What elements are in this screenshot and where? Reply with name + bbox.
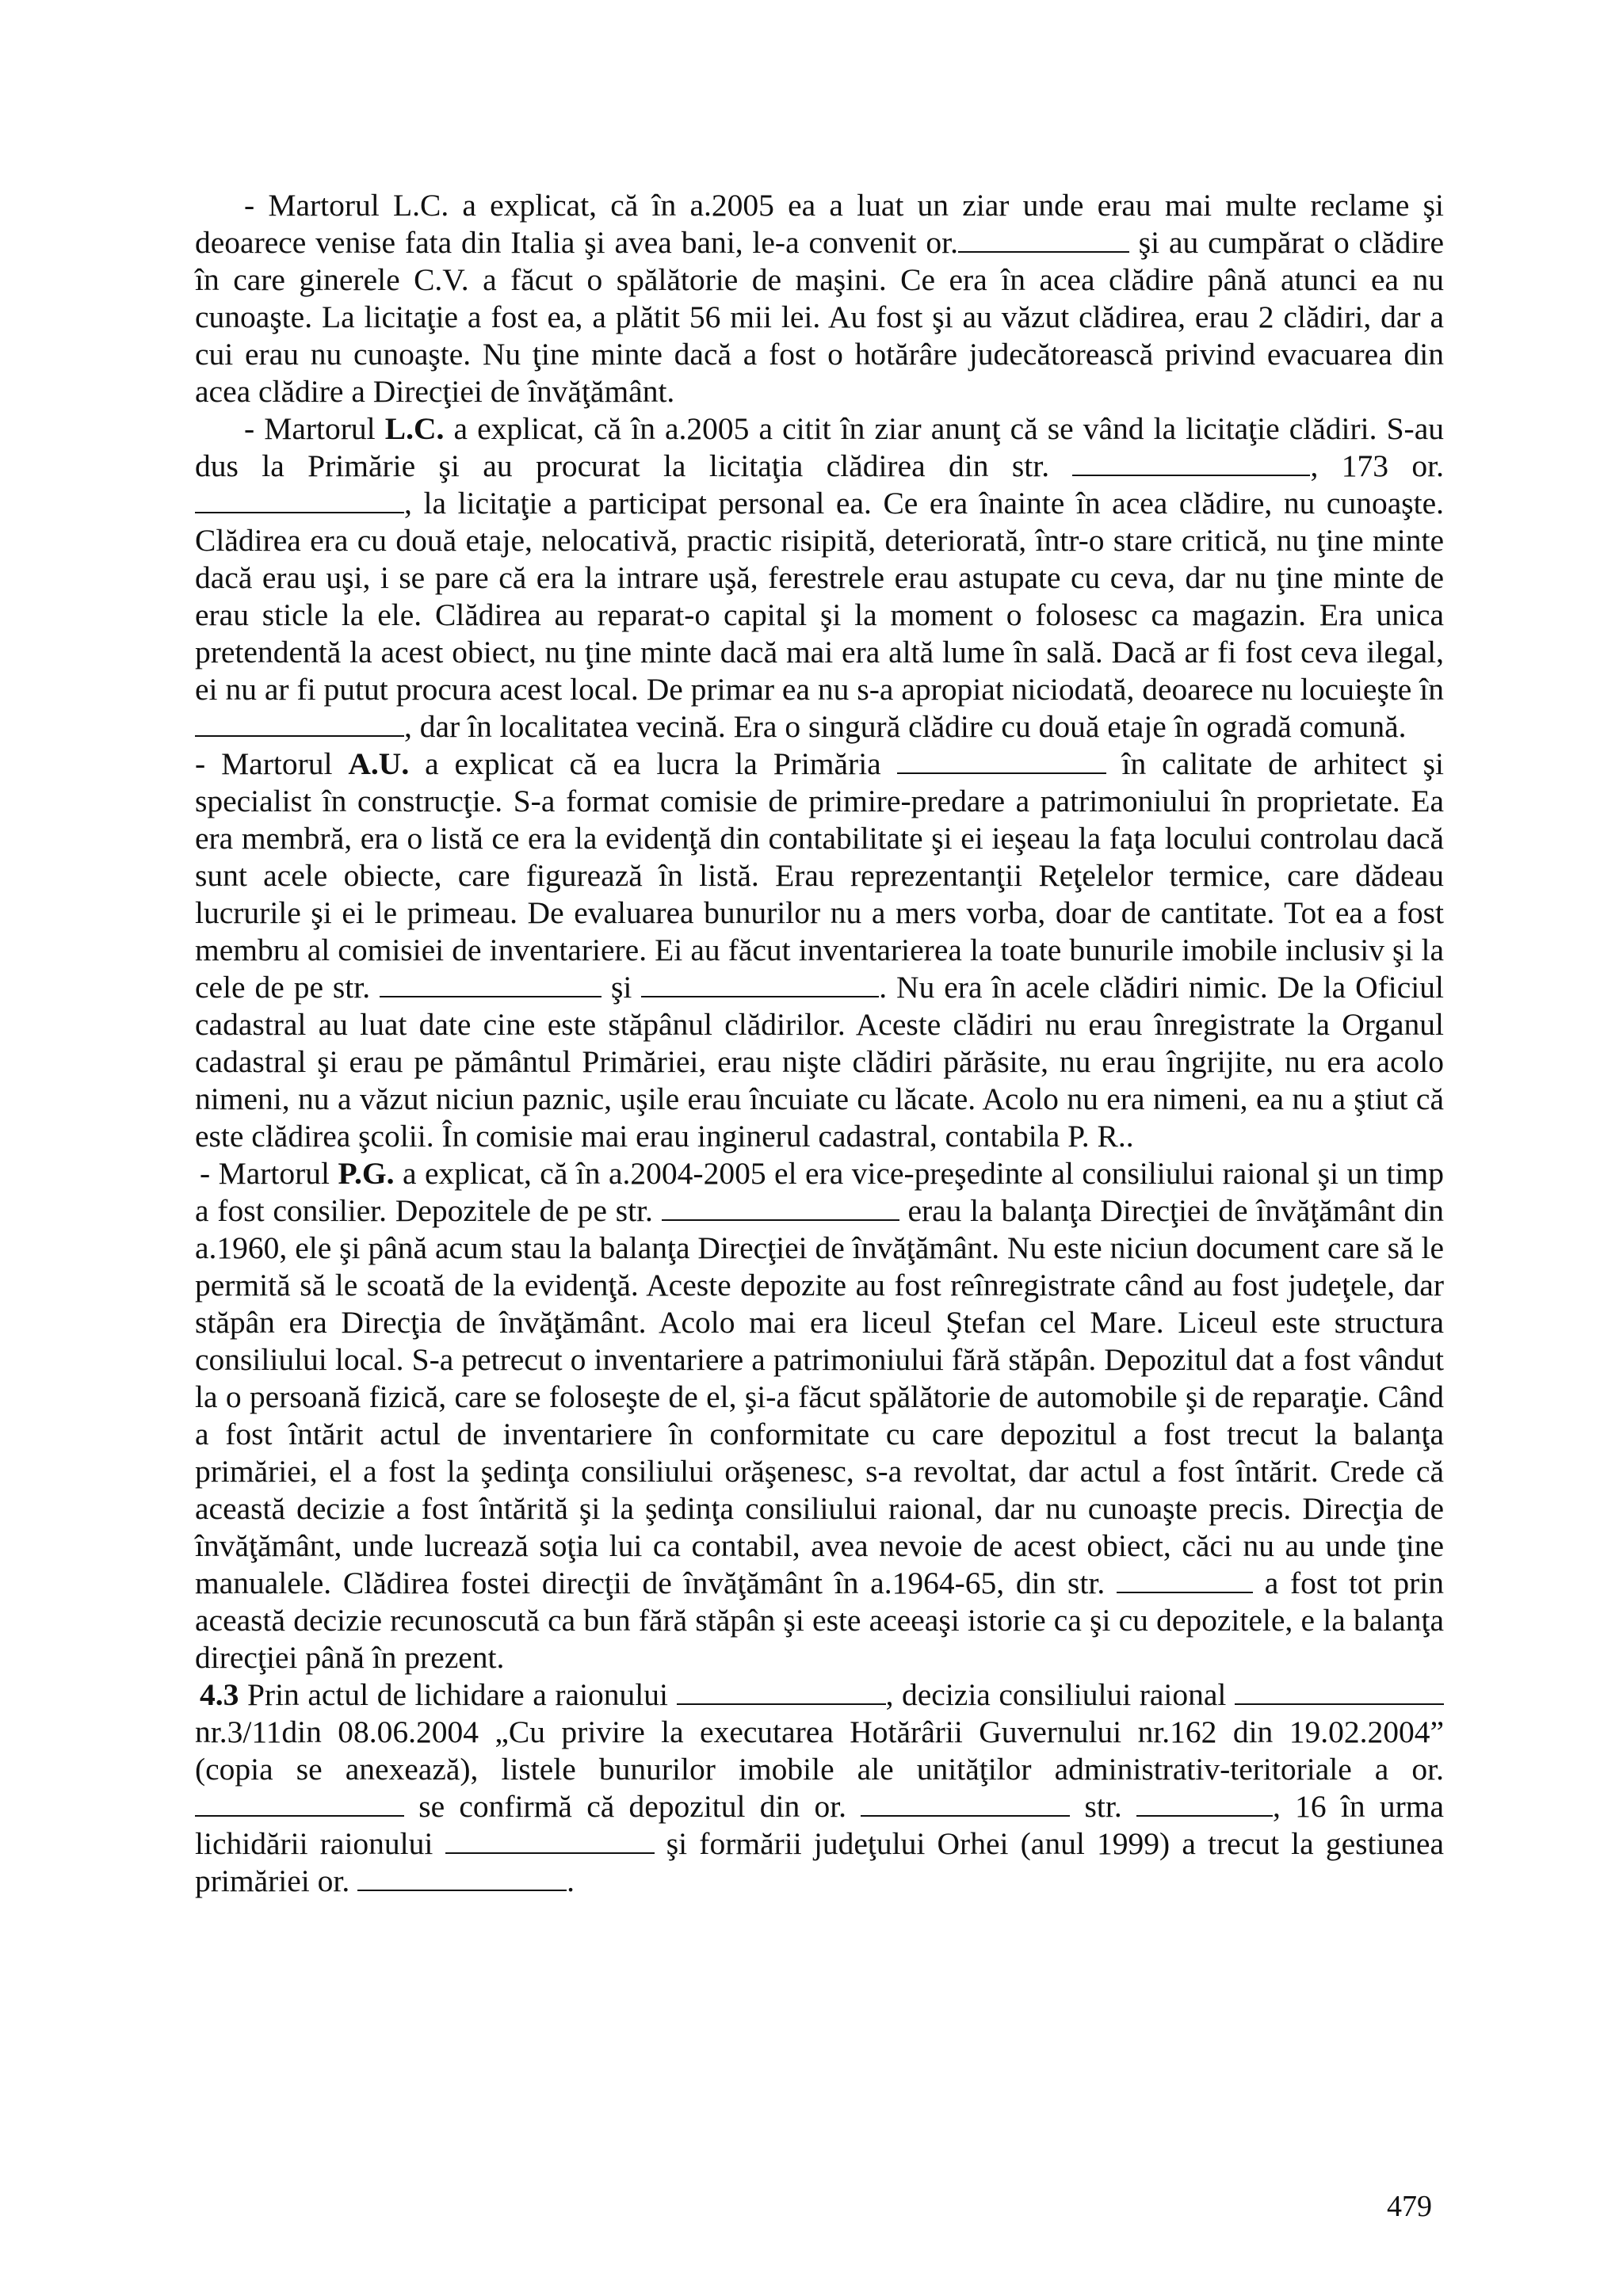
paragraph-witness-lc-2: - Martorul L.C. a explicat, că în a.2005 a citit în ziar anunţ că se vând la licitaţie clădiri. S-au dus la Primărie şi au procurat la licitaţia clădirea din str. , 173 or. , la licitaţie a participat personal ea. Ce era înainte în acea clădire, nu cunoaşte. Clădirea era cu două etaje, nelocativă, practic risipită, deteriorată, într-o stare critică, nu ţine minte dacă erau uşi, i se pare că era la intrare uşă, ferestrele erau astupate cu ceva, dar nu ţine minte de erau sticle la ele. Clădirea au reparat-o capital şi la moment o folosesc ca magazin. Era unica pretendentă la acest obiect, nu ţine minte dacă mai era altă lume în sală. Dacă ar fi fost ceva ilegal, ei nu ar fi putut procura acest local. De primar ea nu s-a apropiat niciodată, deoarece nu locuieşte în , dar în localitatea vecină. Era o singură clădire cu două etaje în ogradă comună. <box>195 411 1444 744</box>
page-number: 479 <box>1387 2190 1432 2223</box>
redacted-blank <box>380 970 601 997</box>
redacted-blank <box>195 1789 404 1817</box>
redacted-blank <box>662 1193 899 1221</box>
paragraph-witness-lc-1: - Martorul L.C. a explicat, că în a.2005 ea a luat un ziar unde erau mai multe reclame şi deoarece venise fata din Italia şi avea bani, le-a convenit or. şi au cumpărat o clădire în care ginerele C.V. a făcut o spălătorie de maşini. Ce era în acea clădire până atunci ea nu cunoaşte. La licitaţie a fost ea, a plătit 56 mii lei. Au fost şi au văzut clădirea, erau 2 clădiri, dar a cui erau nu cunoaşte. Nu ţine minte dacă a fost o hotărâre judecătorească privind evacuarea din acea clădire a Direcţiei de învăţământ. <box>195 188 1444 409</box>
redacted-blank <box>861 1789 1070 1817</box>
redacted-blank <box>1117 1566 1253 1593</box>
document-body <box>195 187 1444 1900</box>
redacted-blank <box>357 1863 567 1891</box>
redacted-blank <box>677 1677 886 1705</box>
witness-initials: P.G. <box>338 1156 395 1191</box>
witness-initials: A.U. <box>348 746 410 781</box>
redacted-blank <box>641 970 879 997</box>
redacted-blank <box>1072 448 1310 476</box>
redacted-blank <box>958 225 1129 253</box>
witness-initials: L.C. <box>384 411 445 446</box>
redacted-blank <box>1136 1789 1273 1817</box>
paragraph-section-4-3: 4.3 Prin actul de lichidare a raionului , decizia consiliului raional nr.3/11din 08.06.2004 „Cu privire la executarea Hotărârii Guvernului nr.162 din 19.02.2004” (copia se anexează), listele bunurilor imobile ale unităţilor administrativ-teritoriale a or. se confirmă că depozitul din or. str. , 16 în urma lichidării raionului şi formării judeţului Orhei (anul 1999) a trecut la gestiunea primăriei or. . <box>195 1677 1444 1898</box>
redacted-blank <box>1235 1677 1444 1705</box>
redacted-blank <box>897 746 1106 774</box>
redacted-blank <box>445 1826 655 1854</box>
redacted-blank <box>195 486 404 513</box>
redacted-blank <box>195 709 404 737</box>
section-number: 4.3 <box>200 1677 239 1712</box>
paragraph-witness-pg: - Martorul P.G. a explicat, că în a.2004-2005 el era vice-preşedinte al consiliului raional şi un timp a fost consilier. Depozitele de pe str. erau la balanţa Direcţiei de învăţământ din a.1960, ele şi până acum stau la balanţa Direcţiei de învăţământ. Nu este niciun document care să le permită să le scoată de la evidenţă. Aceste depozite au fost reînregistrate când au fost judeţele, dar stăpân era Direcţia de învăţământ. Acolo mai era liceul Ştefan cel Mare. Liceul este structura consiliului local. S-a petrecut o inventariere a patrimoniului fără stăpân. Depozitul dat a fost vândut la o persoană fizică, care se foloseşte de el, şi-a făcut spălătorie de automobile şi de reparaţie. Când a fost întărit actul de inventariere în conformitate cu care depozitul a fost trecut la balanţa primăriei, el a fost la şedinţa consiliului orăşenesc, s-a revoltat, dar actul a fost întărit. Crede că această decizie a fost întărită şi la şedinţa consiliului raional, dar nu cunoaşte precis. Direcţia de învăţământ, unde lucrează soţia lui ca contabil, avea nevoie de acest obiect, căci nu au unde ţine manualele. Clădirea fostei direcţii de învăţământ în a.1964-65, din str. a fost tot prin această decizie recunoscută ca bun fără stăpân şi este aceeaşi istorie ca şi cu depozitele, e la balanţa direcţiei până în prezent. <box>195 1156 1445 1675</box>
paragraph-witness-au: - Martorul A.U. a explicat că ea lucra la Primăria în calitate de arhitect şi specialist în construcţie. S-a format comisie de primire-predare a patrimoniului în proprietate. Ea era membră, era o listă ce era la evidenţă din contabilitate şi ei ieşeau la faţa locului controlau dacă sunt acele obiecte, care figurează în listă. Erau reprezentanţii Reţelelor termice, care dădeau lucrurile şi ei le primeau. De evaluarea bunurilor nu a mers vorba, doar de cantitate. Tot ea a fost membru al comisiei de inventariere. Ei au făcut inventarierea la toate bunurile imobile inclusiv şi la cele de pe str. şi . Nu era în acele clădiri nimic. De la Oficiul cadastral au luat date cine este stăpânul clădirilor. Aceste clădiri nu erau înregistrate la Organul cadastral şi erau pe pământul Primăriei, erau nişte clădiri părăsite, nu erau îngrijite, nu era acolo nimeni, nu a văzut niciun paznic, uşile erau încuiate cu lăcate. Acolo nu era nimeni, ea nu a ştiut că este clădirea şcolii. În comisie mai erau inginerul cadastral, contabila P. R.. <box>195 746 1444 1154</box>
